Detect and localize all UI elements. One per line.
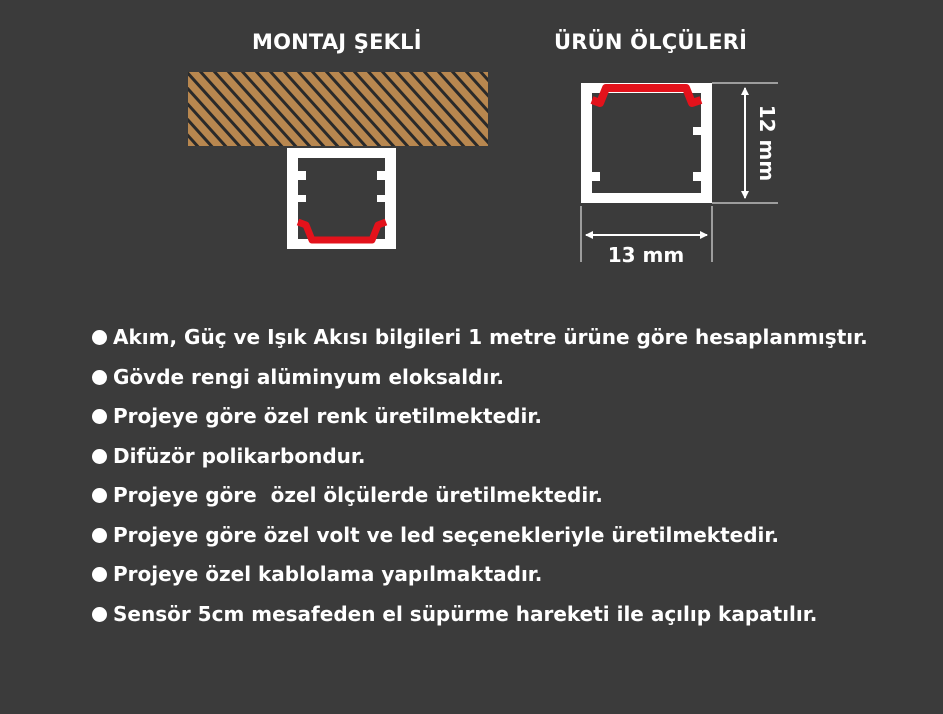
feature-item: Akım, Güç ve Işık Akısı bilgileri 1 metre ürüne göre hesaplanmıştır.	[92, 318, 868, 358]
feature-item: Projeye göre özel ölçülerde üretilmektedir.	[92, 476, 868, 516]
feature-item: Projeye göre özel volt ve led seçenekleriyle üretilmektedir.	[92, 516, 868, 556]
bullet-icon	[92, 567, 107, 582]
dimension-diffuser	[592, 88, 701, 103]
bullet-icon	[92, 607, 107, 622]
feature-item: Gövde rengi alüminyum eloksaldır.	[92, 358, 868, 398]
bullet-icon	[92, 370, 107, 385]
dimension-profile	[581, 83, 712, 203]
mounted-diffuser	[298, 222, 386, 240]
feature-item: Difüzör polikarbondur.	[92, 437, 868, 477]
mounted-profile	[287, 148, 396, 249]
feature-item: Sensör 5cm mesafeden el süpürme hareketi ile açılıp kapatılır.	[92, 595, 868, 635]
width-dimension	[581, 206, 712, 267]
wood-surface	[120, 60, 602, 160]
bullet-icon	[92, 449, 107, 464]
bullet-icon	[92, 528, 107, 543]
width-label: 13 mm	[607, 243, 685, 267]
feature-list	[92, 318, 868, 634]
dimensions-heading: ÜRÜN ÖLÇÜLERİ	[554, 30, 748, 54]
mounting-heading: MONTAJ ŞEKLİ	[252, 30, 422, 54]
bullet-icon	[92, 330, 107, 345]
feature-item: Projeye göre özel renk üretilmektedir.	[92, 397, 868, 437]
feature-item: Projeye özel kablolama yapılmaktadır.	[92, 555, 868, 595]
bullet-icon	[92, 488, 107, 503]
bullet-icon	[92, 409, 107, 424]
profile-diagram	[0, 0, 943, 300]
height-dimension	[712, 83, 779, 203]
height-label: 12 mm	[755, 104, 779, 182]
